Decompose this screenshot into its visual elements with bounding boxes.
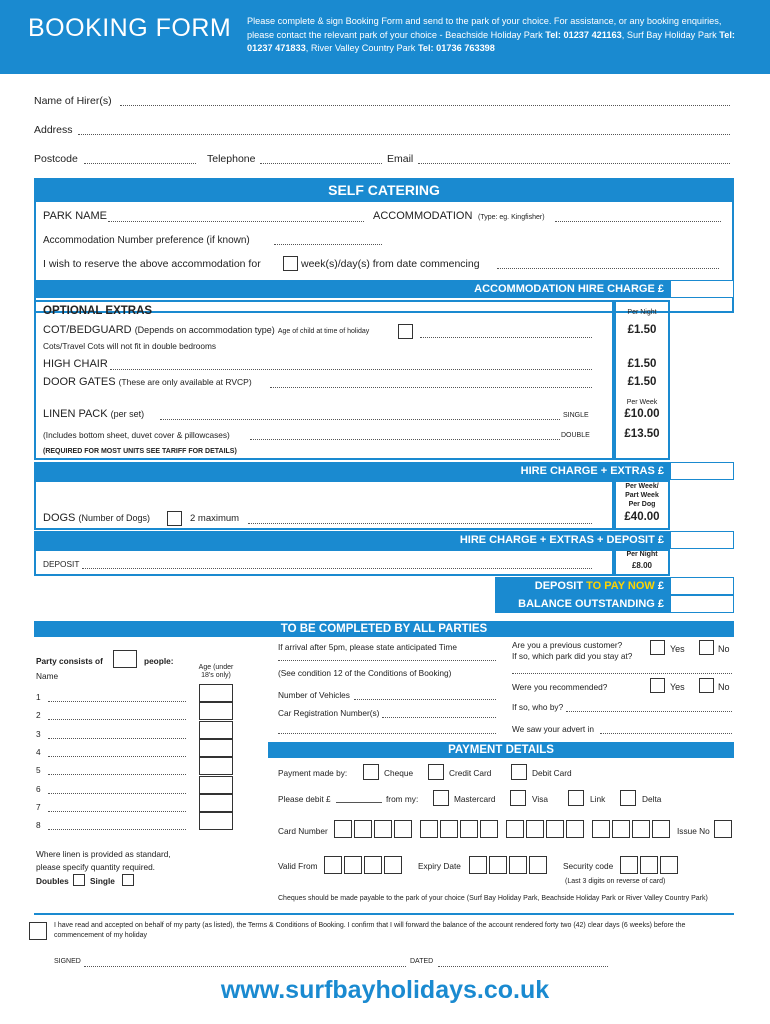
address-label: Address [34,124,73,136]
previous-yes-label: Yes [670,644,685,654]
door-gates-field[interactable] [270,387,592,388]
expiry-digit-box[interactable] [509,856,527,874]
accommodation-field[interactable] [555,221,721,222]
security-code-note: (Last 3 digits on reverse of card) [565,878,666,885]
party-row-number: 1 [36,692,41,702]
car-reg-field-2[interactable] [278,733,496,734]
who-by-field[interactable] [566,711,732,712]
high-chair-field[interactable] [110,369,592,370]
deposit-pay-now-box[interactable] [670,577,734,595]
accommodation-hint: (Type: eg. Kingfisher) [478,214,545,221]
card-number-label: Card Number [278,826,328,836]
telephone-field[interactable] [260,163,382,164]
vehicles-label: Number of Vehicles [278,690,350,700]
party-row-number: 5 [36,765,41,776]
website-url[interactable]: www.surfbayholidays.co.uk [220,976,550,1004]
party-name-field[interactable] [48,793,186,794]
advert-label: We saw your advert in [512,724,594,734]
double-label: DOUBLE [561,432,590,439]
previous-no-box[interactable] [699,640,714,655]
party-size-box[interactable] [113,650,137,668]
card-number-digit-box[interactable] [460,820,478,838]
visa-box[interactable] [510,790,526,806]
recommended-yes-label: Yes [670,682,685,692]
declaration-text: I have read and accepted on behalf of my party (as listed), the Terms & Conditions of Booking. I confirm that I will forward the balance of the account rendered forty two (42) clear days (6 weeks) before the commencement of my holiday [54,922,686,939]
expiry-digit-box[interactable] [469,856,487,874]
cheque-label: Cheque [384,768,414,778]
signed-label: SIGNED [54,958,81,965]
previous-yes-box[interactable] [650,640,665,655]
dogs-label: DOGS (Number of Dogs) [43,512,150,524]
link-label: Link [590,794,606,804]
mastercard-box[interactable] [433,790,449,806]
party-name-field[interactable] [48,811,186,812]
deposit-panel [34,549,614,576]
please-debit-label: Please debit £ [278,794,331,804]
party-row-number: 8 [36,820,41,831]
reserve-label: I wish to reserve the above accommodation for [43,258,261,270]
balance-outstanding-bar: BALANCE OUTSTANDING £ [495,595,670,613]
party-age-box[interactable] [199,739,233,757]
singles-box[interactable] [122,874,134,886]
linen-quantity-note: please specify quantity required. [36,862,155,872]
per-week-label: Per Week [626,399,658,406]
linen-includes-note: (Includes bottom sheet, duvet cover & pillowcases) [43,430,230,440]
delta-label: Delta [642,794,662,804]
payment-made-by-label: Payment made by: [278,768,348,778]
signature-field[interactable] [84,966,406,967]
party-age-box[interactable] [199,684,233,702]
recommended-no-label: No [718,682,730,692]
mastercard-label: Mastercard [454,794,496,804]
recommended-no-box[interactable] [699,678,714,693]
party-age-box[interactable] [199,794,233,812]
postcode-label: Postcode [34,153,78,165]
declaration-checkbox[interactable] [29,922,47,940]
page-title: BOOKING FORM [28,14,232,42]
valid-from-digit-box[interactable] [324,856,342,874]
valid-from-digit-box[interactable] [364,856,382,874]
telephone-label: Telephone [207,153,256,165]
card-number-digit-box[interactable] [334,820,352,838]
expiry-digit-box[interactable] [489,856,507,874]
name-of-hirer-label: Name of Hirer(s) [34,95,112,107]
card-number-digit-box[interactable] [394,820,412,838]
party-name-field[interactable] [48,774,186,775]
expiry-date-label: Expiry Date [418,861,461,871]
accommodation-label: ACCOMMODATION [373,210,473,222]
high-chair-price: £1.50 [627,358,657,370]
party-age-box[interactable] [199,757,233,775]
dogs-price: £40.00 [624,511,660,523]
deposit-field[interactable] [82,568,592,569]
party-age-box[interactable] [199,721,233,739]
car-reg-field[interactable] [382,717,496,718]
valid-from-digit-box[interactable] [384,856,402,874]
vehicles-field[interactable] [354,699,496,700]
linen-double-price: £13.50 [624,428,660,440]
weeks-days-box[interactable] [283,256,298,271]
card-number-digit-box[interactable] [374,820,392,838]
name-column-label: Name [36,671,59,681]
debit-card-label: Debit Card [532,768,572,778]
deposit-pay-now-bar: DEPOSIT TO PAY NOW £ [495,577,670,595]
date-commencing-field[interactable] [497,268,719,269]
accommodation-number-field[interactable] [274,244,382,245]
issue-no-box[interactable] [714,820,732,838]
arrival-time-field[interactable] [278,660,496,661]
party-row-number: 4 [36,746,41,757]
child-age-box[interactable] [398,324,413,339]
optional-extras-title: OPTIONAL EXTRAS [43,305,153,317]
email-field[interactable] [418,163,730,164]
party-name-field[interactable] [48,701,186,702]
card-number-digit-box[interactable] [566,820,584,838]
doubles-box[interactable] [73,874,85,886]
name-of-hirer-field[interactable] [120,105,730,106]
hire-charge-extras-bar: HIRE CHARGE + EXTRAS £ [34,462,670,480]
linen-double-field[interactable] [250,439,560,440]
date-field[interactable] [438,966,608,967]
park-name-field[interactable] [108,221,364,222]
cot-subnote: Cots/Travel Cots will not fit in double bedrooms [43,341,217,351]
linen-pack-label: LINEN PACK (per set) [43,408,145,420]
party-name-field[interactable] [48,738,186,739]
reserve-suffix: week(s)/day(s) from date commencing [301,258,480,270]
linen-single-field[interactable] [160,419,560,420]
address-field[interactable] [78,134,730,135]
card-number-digit-box[interactable] [440,820,458,838]
arrival-time-label: If arrival after 5pm, please state anticipated Time [278,642,457,652]
doubles-label: Doubles [36,876,69,886]
security-digit-box[interactable] [660,856,678,874]
declaration-divider [34,913,734,915]
hire-extras-deposit-bar: HIRE CHARGE + EXTRAS + DEPOSIT £ [34,531,670,549]
who-by-label: If so, who by? [512,702,564,712]
cot-price: £1.50 [627,324,657,336]
recommended-yes-box[interactable] [650,678,665,693]
which-park-label: If so, which park did you stay at? [512,651,633,661]
party-consists-label: Party consists of [36,656,103,666]
high-chair-label: HIGH CHAIR [43,358,108,370]
party-age-box[interactable] [199,812,233,830]
security-code-label: Security code [563,861,614,871]
link-box[interactable] [568,790,584,806]
card-number-digit-box[interactable] [480,820,498,838]
single-label: SINGLE [563,412,589,419]
card-number-digit-box[interactable] [592,820,610,838]
party-name-field[interactable] [48,829,186,830]
door-gates-price: £1.50 [627,376,657,388]
header-intro: Please complete & sign Booking Form and send to the park of your choice. For assistance, or any booking enquiries, please contact the relevant park of your choice - Beachside Holiday Park Tel: 01237 421163, Surf Bay Holiday Park Tel: 01237 471833, River Valley Country Park Tel: 01736 763398 [247,16,735,53]
age-column-label: Age (under 18's only) [198,664,234,679]
linen-single-price: £10.00 [624,408,660,420]
balance-outstanding-box[interactable] [670,595,734,613]
recommended-label: Were you recommended? [512,682,608,692]
which-park-field[interactable] [512,673,732,674]
payment-details-title: PAYMENT DETAILS [268,742,734,758]
required-note: (REQUIRED FOR MOST UNITS SEE TARIFF FOR DETAILS) [43,448,237,455]
park-name-label: PARK NAME [43,210,107,222]
dated-label: DATED [410,958,434,965]
card-number-digit-box[interactable] [526,820,544,838]
party-row-number: 6 [36,783,41,794]
cot-field[interactable] [420,337,592,338]
cheque-box[interactable] [363,764,379,780]
valid-from-label: Valid From [278,861,318,871]
card-number-digit-box[interactable] [546,820,564,838]
door-gates-label: DOOR GATES (These are only available at RVCP) [43,376,252,388]
party-name-field[interactable] [48,756,186,757]
dogs-field[interactable] [248,523,592,524]
per-night-label: Per Night [627,309,657,316]
accommodation-number-label: Accommodation Number preference (if known) [43,235,250,246]
delta-box[interactable] [620,790,636,806]
party-row-number: 3 [36,728,41,739]
credit-card-box[interactable] [428,764,444,780]
previous-no-label: No [718,644,730,654]
all-parties-title: TO BE COMPLETED BY ALL PARTIES [34,621,734,637]
cheques-payable-note: Cheques should be made payable to the park of your choice (Surf Bay Holiday Park, Beachside Holiday Park or River Valley Country Park) [278,895,708,902]
linen-standard-note: Where linen is provided as standard, [36,849,171,859]
issue-no-label: Issue No [677,826,710,836]
deposit-label: DEPOSIT [43,559,80,569]
party-name-field[interactable] [48,719,186,720]
party-row-number: 2 [36,710,41,721]
visa-label: Visa [532,794,548,804]
party-age-box[interactable] [199,776,233,794]
party-age-box[interactable] [199,702,233,720]
debit-amount-field[interactable] [336,802,382,803]
card-number-digit-box[interactable] [354,820,372,838]
people-label: people: [144,656,174,666]
accommodation-hire-charge-bar: ACCOMMODATION HIRE CHARGE £ [34,280,670,298]
deposit-price: £8.00 [631,561,653,570]
accommodation-hire-charge-box[interactable] [670,280,734,298]
self-catering-title: SELF CATERING [34,178,734,202]
postcode-field[interactable] [84,163,196,164]
debit-card-box[interactable] [511,764,527,780]
card-number-digit-box[interactable] [420,820,438,838]
dogs-count-box[interactable] [167,511,182,526]
condition-note: (See condition 12 of the Conditions of Booking) [278,668,452,678]
from-my-label: from my: [386,794,419,804]
security-digit-box[interactable] [640,856,658,874]
deposit-per-night: Per Night [626,551,658,558]
dogs-per-label: Per Week/ Part Week Per Dog [625,483,659,508]
party-row-number: 7 [36,801,41,812]
expiry-digit-box[interactable] [529,856,547,874]
car-reg-label: Car Registration Number(s) [278,708,380,718]
email-label: Email [387,153,414,165]
hire-extras-deposit-box[interactable] [670,531,734,549]
hire-charge-extras-box[interactable] [670,462,734,480]
card-number-digit-box[interactable] [506,820,524,838]
singles-label: Single [90,876,115,886]
previous-customer-label: Are you a previous customer? [512,640,623,650]
card-number-digit-box[interactable] [652,820,670,838]
valid-from-digit-box[interactable] [344,856,362,874]
credit-card-label: Credit Card [449,768,492,778]
security-digit-box[interactable] [620,856,638,874]
card-number-digit-box[interactable] [632,820,650,838]
advert-field[interactable] [600,733,732,734]
dogs-max-label: 2 maximum [190,513,240,524]
card-number-digit-box[interactable] [612,820,630,838]
cot-label: COT/BEDGUARD (Depends on accommodation type) Age of child at time of holiday [43,324,370,336]
